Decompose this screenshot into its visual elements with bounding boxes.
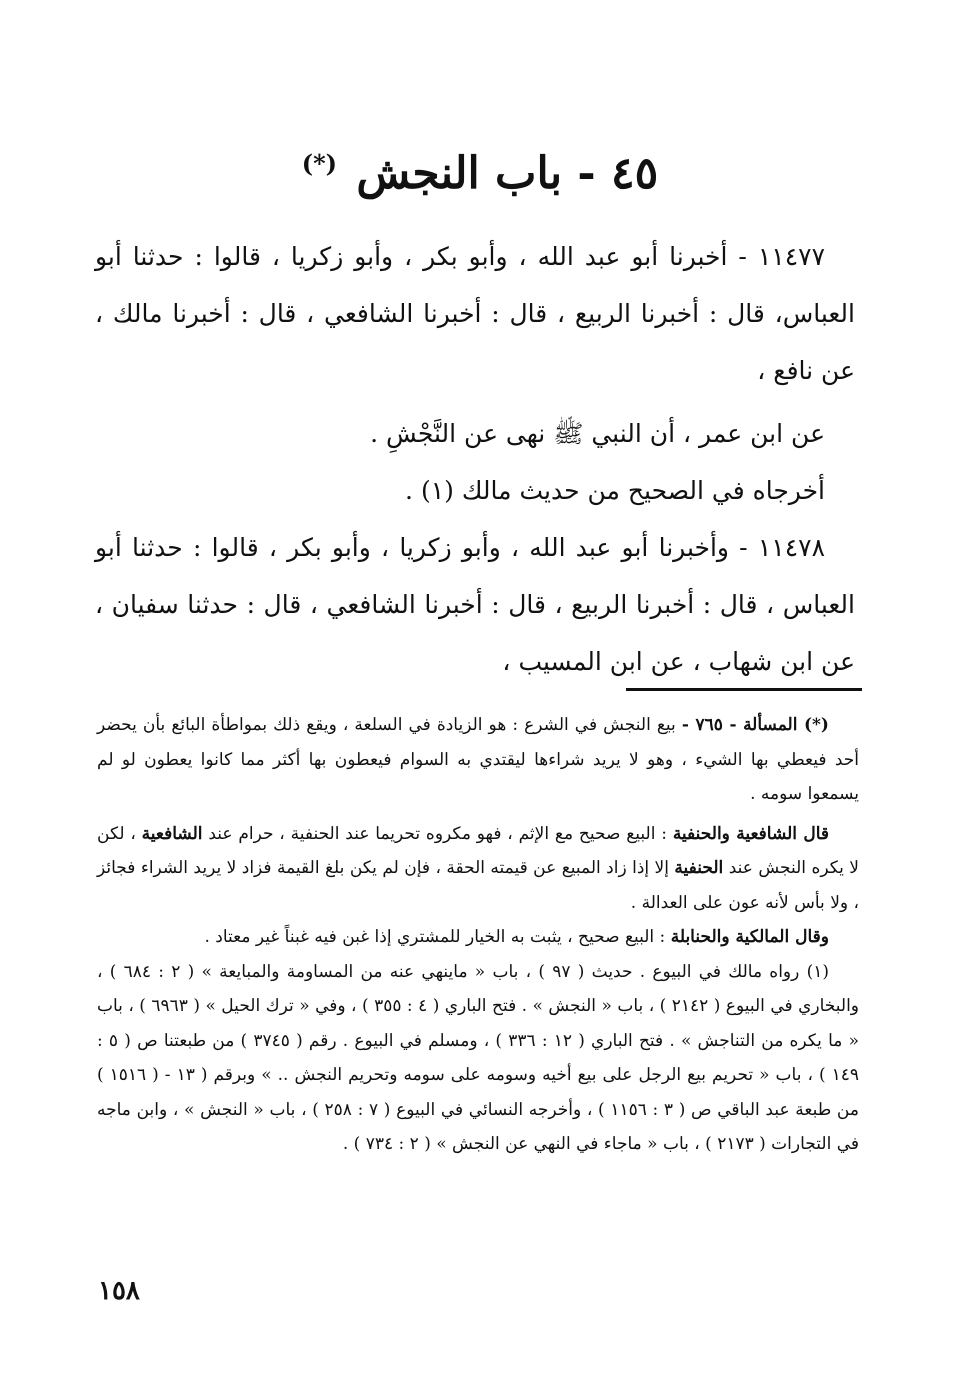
- masala-text: بيع النجش في الشرع : هو الزيادة في السلعة ، ويقع ذلك بمواطأة البائع بأن يحضر أحد فيعطي بها الشيء ، وهو لا يريد شراءها ليقتدي به السوام فيعطون بها أكثر مما كانوا يعطون لو لم يسمعوا سومه .: [97, 715, 859, 804]
- maliki-text: : البيع صحيح ، يثبت به الخيار للمشتري إذا غبن فيه غبناً غير معتاد .: [204, 927, 666, 947]
- footnotes: [97, 708, 859, 1162]
- maliki-label: وقال المالكية والحنابلة: [670, 927, 829, 947]
- shafii-text-2: ، لكن لا يكره النجش عند: [97, 823, 859, 878]
- footnote-maliki: [97, 920, 859, 955]
- masala-label: (*) المسألة - ٧٦٥ -: [681, 715, 829, 735]
- hadith-isnad: ١١٤٧٧ - أخبرنا أبو عبد الله ، وأبو بكر ، وأبو زكريا ، قالوا : حدثنا أبو العباس، قال : أخبرنا الربيع ، قال : أخبرنا الشافعي ، قال : أخبرنا مالك ، عن نافع ،: [95, 242, 855, 385]
- hadith-matn: عن ابن عمر ، أن النبي ﷺ نهى عن النَّجْشِ .: [370, 419, 825, 448]
- footnote-divider: [626, 688, 862, 691]
- chapter-heading: [200, 148, 760, 201]
- page-number: ١٥٨: [98, 1276, 140, 1306]
- shafii-label: قال الشافعية والحنفية: [672, 823, 830, 844]
- shafii-label-2: الشافعية: [141, 823, 203, 844]
- chapter-title: ٤٥ - باب النجش: [356, 148, 659, 199]
- footnote-1: (١) رواه مالك في البيوع . حديث ( ٩٧ ) ، باب « ماينهي عنه من المساومة والمبايعة » ( ٢ : ٦٨٤ ) ، والبخاري في البيوع ( ٢١٤٢ ) ، باب « النجش » . فتح الباري ( ٤ : ٣٥٥ ) ، وفي « ترك الحيل » ( ٦٩٦٣ ) ، باب « ما يكره من التناجش » . فتح الباري ( ١٢ : ٣٣٦ ) ، ومسلم في البيوع . رقم ( ٣٧٤٥ ) من طبعتنا ص ( ٥ : ١٤٩ ) ، باب « تحريم بيع الرجل على بيع أخيه وسومه على سومه وتحريم النجش .. » وبرقم ( ١٣ - ( ١٥١٦ ) من طبعة عبد الباقي ص ( ٣ : ١١٥٦ ) ، وأخرجه النسائي في البيوع ( ٧ : ٢٥٨ ) ، باب « النجش » ، وابن ماجه في التجارات ( ٢١٧٣ ) ، باب « ماجاء في النهي عن النجش » ( ٢ : ٧٣٤ ) .: [97, 961, 860, 1154]
- hadith-takhrij: أخرجاه في الصحيح من حديث مالك (١) .: [405, 476, 825, 505]
- footnote-masala: [97, 708, 859, 812]
- shafii-text-1: : البيع صحيح مع الإثم ، فهو مكروه تحريما عند الحنفية ، حرام عند: [208, 823, 667, 844]
- hanafiyya-label: الحنفية: [674, 858, 724, 878]
- hadith-isnad: ١١٤٧٨ - وأخبرنا أبو عبد الله ، وأبو زكريا ، وأبو بكر ، قالوا : حدثنا أبو العباس ، قال : أخبرنا الربيع ، قال : أخبرنا الشافعي ، قال : حدثنا سفيان ، عن ابن شهاب ، عن ابن المسيب ،: [95, 533, 855, 676]
- shafii-text-3: إلا إذا زاد المبيع عن قيمته الحقة ، فإن لم يكن بلغ القيمة فزاد لا يريد الشراء فجائز ، ولا بأس لأنه عون على العدالة .: [97, 858, 859, 913]
- footnote-marker: (*): [301, 149, 337, 179]
- main-text: [95, 228, 855, 690]
- footnote-shafii: [97, 817, 859, 921]
